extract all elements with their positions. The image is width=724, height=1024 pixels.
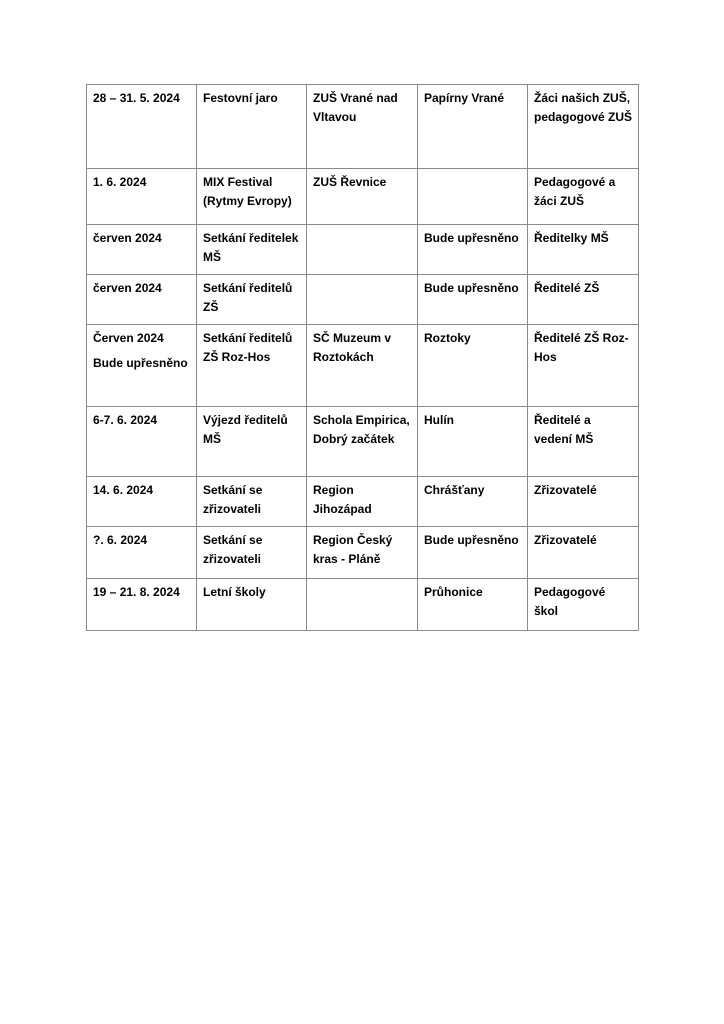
audience-text: Zřizovatelé — [534, 533, 597, 547]
table-row — [87, 325, 639, 407]
place-text: Chrášťany — [424, 483, 485, 497]
event-schedule-table — [86, 84, 639, 631]
date-text: Červen 2024 — [93, 331, 164, 345]
date-note-text: Bude upřesněno — [93, 356, 188, 370]
audience-cell — [528, 275, 639, 325]
event-cell — [197, 169, 307, 225]
date-text: 1. 6. 2024 — [93, 175, 147, 189]
place-cell — [418, 325, 528, 407]
audience-cell — [528, 527, 639, 579]
date-text: ?. 6. 2024 — [93, 533, 148, 547]
place-text: Hulín — [424, 413, 454, 427]
event-text: Setkání ředitelek MŠ — [203, 231, 299, 264]
organizer-cell — [307, 85, 418, 169]
organizer-cell — [307, 579, 418, 631]
table-row — [87, 85, 639, 169]
place-text: Bude upřesněno — [424, 533, 519, 547]
table-row — [87, 225, 639, 275]
organizer-text: ZUŠ Řevnice — [313, 175, 387, 189]
organizer-cell — [307, 275, 418, 325]
place-cell — [418, 225, 528, 275]
event-cell — [197, 477, 307, 527]
place-cell — [418, 85, 528, 169]
date-cell — [87, 169, 197, 225]
place-text: Bude upřesněno — [424, 231, 519, 245]
date-cell — [87, 225, 197, 275]
organizer-text: Region Jihozápad — [313, 483, 372, 516]
table-row — [87, 275, 639, 325]
audience-cell — [528, 169, 639, 225]
date-text: 19 – 21. 8. 2024 — [93, 585, 180, 599]
audience-text: Zřizovatelé — [534, 483, 597, 497]
date-cell — [87, 579, 197, 631]
place-text: Roztoky — [424, 331, 471, 345]
audience-text: Ředitelé ZŠ — [534, 281, 600, 295]
date-cell — [87, 325, 197, 407]
audience-cell — [528, 325, 639, 407]
organizer-text: Region Český kras - Pláně — [313, 533, 393, 566]
date-cell — [87, 477, 197, 527]
event-text: Letní školy — [203, 585, 266, 599]
place-cell — [418, 407, 528, 477]
organizer-text: ZUŠ Vrané nad Vltavou — [313, 91, 398, 124]
place-cell — [418, 579, 528, 631]
event-text: MIX Festival (Rytmy Evropy) — [203, 175, 292, 208]
audience-cell — [528, 579, 639, 631]
organizer-cell — [307, 477, 418, 527]
organizer-text: SČ Muzeum v Roztokách — [313, 331, 392, 364]
date-cell — [87, 275, 197, 325]
audience-text: Žáci našich ZUŠ, pedagogové ZUŠ — [534, 91, 633, 124]
place-text: Průhonice — [424, 585, 483, 599]
date-text: 14. 6. 2024 — [93, 483, 154, 497]
place-cell — [418, 477, 528, 527]
place-text: Papírny Vrané — [424, 91, 505, 105]
table-row — [87, 579, 639, 631]
organizer-cell — [307, 225, 418, 275]
audience-text: Pedagogové a žáci ZUŠ — [534, 175, 616, 208]
date-text: červen 2024 — [93, 281, 162, 295]
table-row — [87, 407, 639, 477]
date-cell — [87, 407, 197, 477]
organizer-text: Schola Empirica, Dobrý začátek — [313, 413, 410, 446]
event-cell — [197, 325, 307, 407]
event-text: Setkání se zřizovateli — [203, 533, 263, 566]
place-cell — [418, 527, 528, 579]
audience-cell — [528, 477, 639, 527]
event-text: Setkání ředitelů ZŠ — [203, 281, 293, 314]
audience-cell — [528, 85, 639, 169]
event-text: Festovní jaro — [203, 91, 278, 105]
event-text: Setkání se zřizovateli — [203, 483, 263, 516]
date-cell — [87, 527, 197, 579]
place-text: Bude upřesněno — [424, 281, 519, 295]
event-cell — [197, 275, 307, 325]
audience-text: Pedagogové škol — [534, 585, 606, 618]
date-text: 6-7. 6. 2024 — [93, 413, 158, 427]
organizer-cell — [307, 527, 418, 579]
audience-text: Ředitelé ZŠ Roz-Hos — [534, 331, 629, 364]
organizer-cell — [307, 325, 418, 407]
event-cell — [197, 225, 307, 275]
event-cell — [197, 579, 307, 631]
table-row — [87, 527, 639, 579]
place-cell — [418, 275, 528, 325]
table-row — [87, 477, 639, 527]
date-text: červen 2024 — [93, 231, 162, 245]
audience-cell — [528, 225, 639, 275]
date-text: 28 – 31. 5. 2024 — [93, 91, 180, 105]
audience-text: Ředitelky MŠ — [534, 231, 609, 245]
event-text: Výjezd ředitelů MŠ — [203, 413, 288, 446]
event-cell — [197, 85, 307, 169]
place-cell — [418, 169, 528, 225]
event-cell — [197, 527, 307, 579]
audience-text: Ředitelé a vedení MŠ — [534, 413, 594, 446]
event-text: Setkání ředitelů ZŠ Roz-Hos — [203, 331, 293, 364]
date-cell — [87, 85, 197, 169]
table-row — [87, 169, 639, 225]
organizer-cell — [307, 407, 418, 477]
audience-cell — [528, 407, 639, 477]
event-cell — [197, 407, 307, 477]
organizer-cell — [307, 169, 418, 225]
